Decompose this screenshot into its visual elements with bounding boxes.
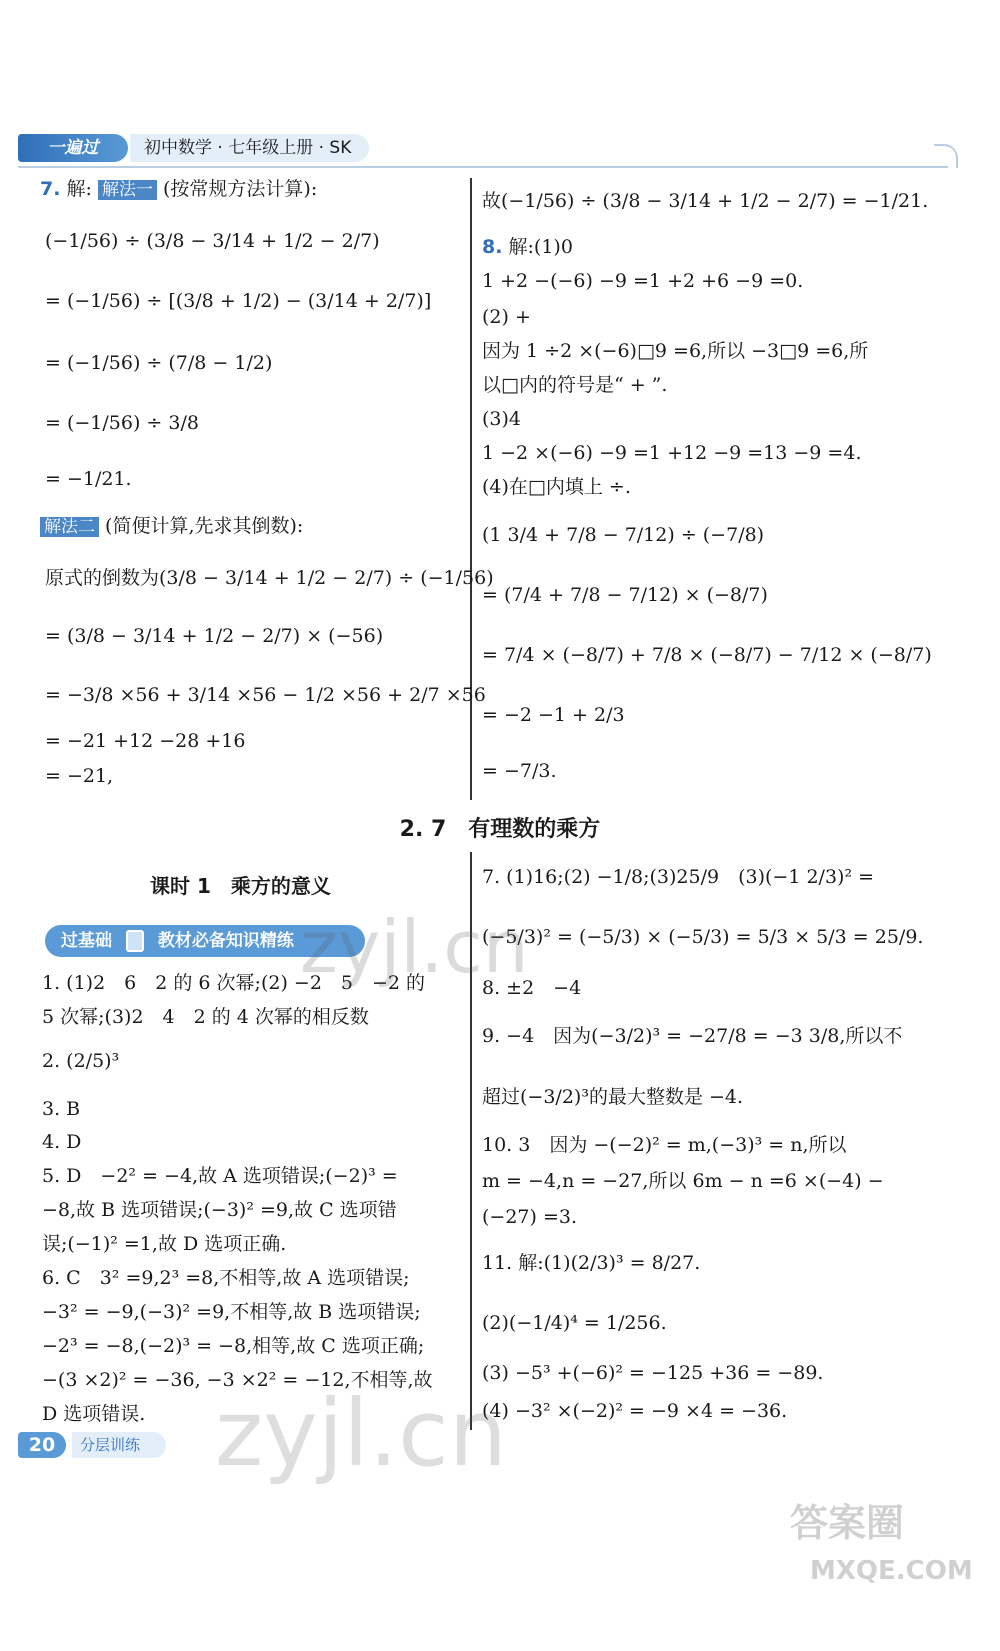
answer-9-line-1: 9. −4 因为(−3/2)³ = −27/8 = −3 3/8,所以不 bbox=[482, 1025, 903, 1047]
method1-tag: 解法一 bbox=[98, 180, 157, 200]
answer-4: 4. D bbox=[42, 1131, 82, 1153]
q7-line-3: = (−1/56) ÷ (7/8 − 1/2) bbox=[45, 352, 273, 374]
q8-line-13: = −7/3. bbox=[482, 760, 557, 782]
q7-conclusion: 故(−1/56) ÷ (3/8 − 3/14 + 1/2 − 2/7) = −1/21. bbox=[482, 190, 929, 212]
answer-10-line-2: m = −4,n = −27,所以 6m − n =6 ×(−4) − bbox=[482, 1170, 884, 1192]
answer-1-line-1: 1. (1)2 6 2 的 6 次幂;(2) −2 5 −2 的 bbox=[42, 972, 426, 994]
badge-right-label: 教材必备知识精练 bbox=[157, 931, 294, 951]
answer-11-line-3: (3) −5³ +(−6)² = −125 +36 = −89. bbox=[482, 1362, 824, 1384]
q8-line-11: = 7/4 × (−8/7) + 7/8 × (−8/7) − 7/12 × (−8/7) bbox=[482, 644, 932, 666]
header-rule-corner bbox=[934, 144, 958, 168]
q7-line-9: = −21 +12 −28 +16 bbox=[45, 730, 246, 752]
answer-1-line-2: 5 次幂;(3)2 4 2 的 4 次幂的相反数 bbox=[42, 1006, 369, 1028]
answer-3: 3. B bbox=[42, 1098, 81, 1120]
q8-line-3: (2) + bbox=[482, 306, 531, 328]
method1-desc: (按常规方法计算): bbox=[163, 178, 318, 200]
answer-5-line-1: 5. D −2² = −4,故 A 选项错误;(−2)³ = bbox=[42, 1165, 398, 1187]
answer-6-line-4: −(3 ×2)² = −36, −3 ×2² = −12,不相等,故 bbox=[42, 1369, 433, 1391]
method2-desc: (简便计算,先求其倒数): bbox=[105, 515, 304, 537]
watermark-2: zyjl.cn bbox=[215, 1380, 507, 1487]
q7-line-7: = (3/8 − 3/14 + 1/2 − 2/7) × (−56) bbox=[45, 625, 384, 647]
answer-11-line-1: 11. 解:(1)(2/3)³ = 8/27. bbox=[482, 1252, 701, 1274]
answer-6-line-2: −3² = −9,(−3)² =9,不相等,故 B 选项错误; bbox=[42, 1301, 421, 1323]
page-number: 20 bbox=[18, 1432, 66, 1458]
q8-line-2: 1 +2 −(−6) −9 =1 +2 +6 −9 =0. bbox=[482, 270, 804, 292]
q7-line-10: = −21, bbox=[45, 765, 114, 787]
q7-line-4: = (−1/56) ÷ 3/8 bbox=[45, 412, 199, 434]
watermark-1: zyjl.cn bbox=[300, 905, 529, 989]
answer-7-line-2: (−5/3)² = (−5/3) × (−5/3) = 5/3 × 5/3 = 25/9. bbox=[482, 926, 924, 948]
answer-6-line-1: 6. C 3² =9,2³ =8,不相等,故 A 选项错误; bbox=[42, 1267, 410, 1289]
q7-lead: 解: bbox=[66, 178, 92, 200]
q8-line-8: (4)在□内填上 ÷. bbox=[482, 476, 631, 498]
q7-line-1: (−1/56) ÷ (3/8 − 3/14 + 1/2 − 2/7) bbox=[45, 230, 380, 252]
answer-5-line-3: 误;(−1)² =1,故 D 选项正确. bbox=[42, 1233, 287, 1255]
notebook-icon bbox=[126, 930, 144, 952]
answer-10-line-3: (−27) =3. bbox=[482, 1206, 578, 1228]
section-title: 2. 7 有理数的乘方 bbox=[399, 817, 601, 842]
q8-line-7: 1 −2 ×(−6) −9 =1 +12 −9 =13 −9 =4. bbox=[482, 442, 862, 464]
method2-tag: 解法二 bbox=[40, 517, 99, 537]
q8-line-9: (1 3/4 + 7/8 − 7/12) ÷ (−7/8) bbox=[482, 524, 765, 546]
lesson-title: 课时 1 乘方的意义 bbox=[150, 874, 331, 898]
q7-line-5: = −1/21. bbox=[45, 468, 132, 490]
q8-line-10: = (7/4 + 7/8 − 7/12) × (−8/7) bbox=[482, 584, 768, 606]
q7-number: 7. bbox=[40, 178, 61, 200]
book-title: 初中数学 · 七年级上册 · SK bbox=[130, 134, 369, 162]
method2-heading bbox=[40, 515, 303, 538]
watermark-3: 答案圈 bbox=[790, 1501, 905, 1545]
q7-line-6: 原式的倒数为(3/8 − 3/14 + 1/2 − 2/7) ÷ (−1/56) bbox=[45, 567, 494, 589]
badge-left-label: 过基础 bbox=[61, 931, 112, 951]
answer-2: 2. (2/5)³ bbox=[42, 1050, 120, 1072]
q8-line-6: (3)4 bbox=[482, 408, 522, 430]
answer-6-line-5: D 选项错误. bbox=[42, 1403, 146, 1425]
answer-11-line-4: (4) −3² ×(−2)² = −9 ×4 = −36. bbox=[482, 1400, 788, 1422]
q8-line-12: = −2 −1 + 2/3 bbox=[482, 704, 625, 726]
answer-6-line-3: −2³ = −8,(−2)³ = −8,相等,故 C 选项正确; bbox=[42, 1335, 425, 1357]
footer-label: 分层训练 bbox=[72, 1432, 166, 1458]
q8-lead: 解:(1)0 bbox=[508, 236, 573, 258]
page-header bbox=[18, 134, 958, 168]
answer-8: 8. ±2 −4 bbox=[482, 977, 582, 999]
header-rule bbox=[18, 166, 948, 168]
q7-line-8: = −3/8 ×56 + 3/14 ×56 − 1/2 ×56 + 2/7 ×56 bbox=[45, 684, 486, 706]
brand-logo: 一遍过 bbox=[18, 134, 128, 162]
q8-heading bbox=[482, 236, 573, 259]
q7-line-2: = (−1/56) ÷ [(3/8 + 1/2) − (3/14 + 2/7)] bbox=[45, 290, 432, 312]
answer-7-line-1: 7. (1)16;(2) −1/8;(3)25/9 (3)(−1 2/3)² = bbox=[482, 866, 875, 888]
q8-number: 8. bbox=[482, 236, 503, 258]
q8-line-4: 因为 1 ÷2 ×(−6)□9 =6,所以 −3□9 =6,所 bbox=[482, 340, 869, 362]
q8-line-5: 以□内的符号是“ + ”. bbox=[482, 374, 668, 396]
answer-11-line-2: (2)(−1/4)⁴ = 1/256. bbox=[482, 1312, 667, 1334]
answer-10-line-1: 10. 3 因为 −(−2)² = m,(−3)³ = n,所以 bbox=[482, 1134, 847, 1156]
q7-heading bbox=[40, 178, 317, 201]
answer-9-line-2: 超过(−3/2)³的最大整数是 −4. bbox=[482, 1086, 744, 1108]
answer-5-line-2: −8,故 B 选项错误;(−3)² =9,故 C 选项错 bbox=[42, 1199, 397, 1221]
watermark-4: MXQE.COM bbox=[810, 1556, 973, 1586]
